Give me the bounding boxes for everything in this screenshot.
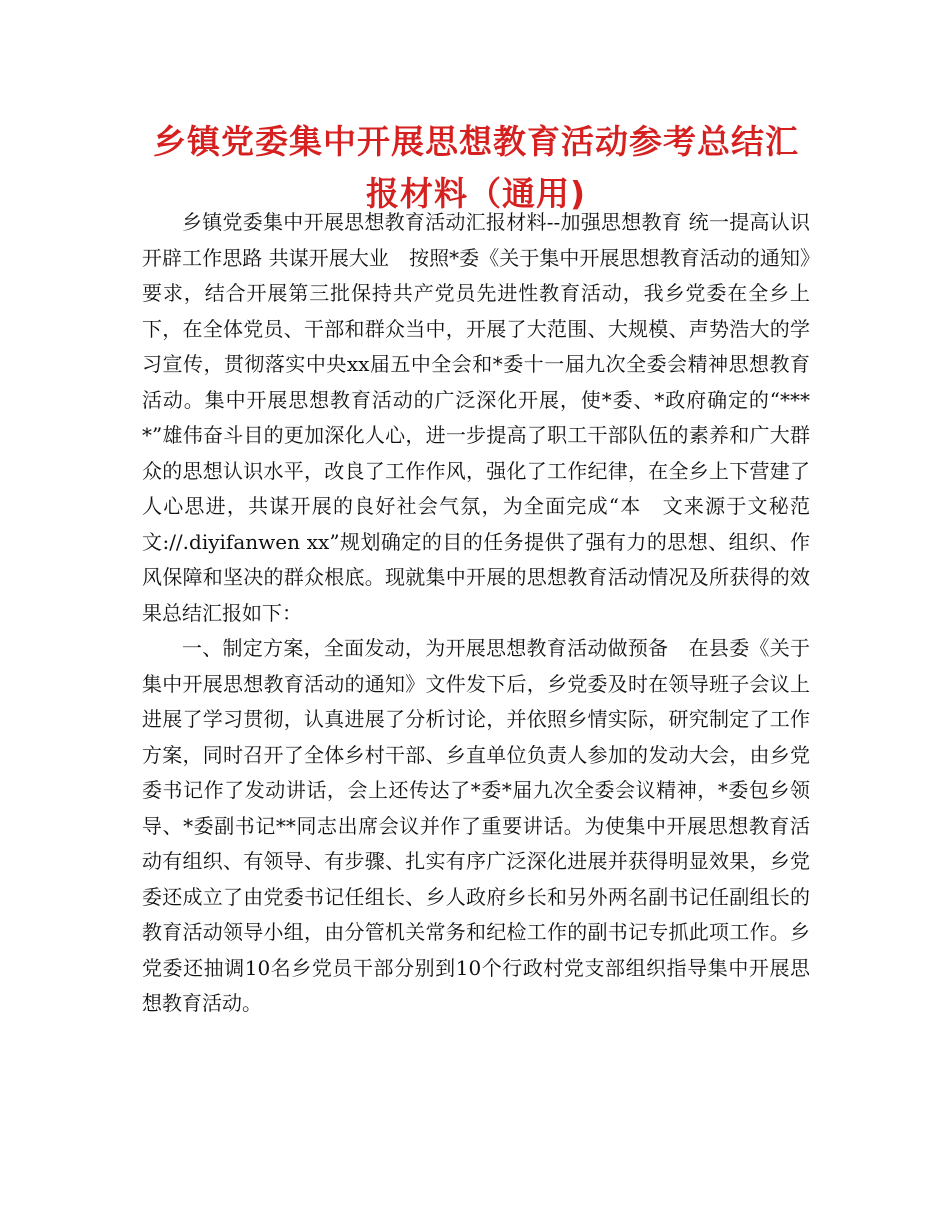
paragraph-intro: 乡镇党委集中开展思想教育活动汇报材料--加强思想教育 统一提高认识 开辟工作思路 共谋开展大业 按照*委《关于集中开展思想教育活动的通知》要求，结合开展第三批保持共产党员先进性教育活动，我乡党委在全乡上下，在全体党员、干部和群众当中，开展了大范围、大规模、声势浩大的学习宣传，贯彻落实中央xx届五中全会和*委十一届九次全委会精神思想教育活动。集中开展思想教育活动的广泛深化开展，使*委、*政府确定的“****”雄伟奋斗目的更加深化人心，进一步提高了职工干部队伍的素养和广大群众的思想认识水平，改良了工作作风，强化了工作纪律，在全乡上下营建了人心思进，共谋开展的良好社会气氛，为全面完成“本 文来源于文秘范文://.diyifanwen xx”规划确定的目的任务提供了强有力的思想、组织、作风保障和坚决的群众根底。现就集中开展的思想教育活动情况及所获得的效果总结汇报如下： — [142, 210, 810, 625]
document-body — [142, 205, 810, 1022]
paragraph-section-1: 一、制定方案，全面发动，为开展思想教育活动做预备 在县委《关于集中开展思想教育活动的通知》文件发下后，乡党委及时在领导班子会议上进展了学习贯彻，认真进展了分析讨论，并依照乡情实际，研究制定了工作方案，同时召开了全体乡村干部、乡直单位负责人参加的发动大会，由乡党委书记作了发动讲话，会上还传达了*委*届九次全委会议精神，*委包乡领导、*委副书记**同志出席会议并作了重要讲话。为使集中开展思想教育活动有组织、有领导、有步骤、扎实有序广泛深化进展并获得明显效果，乡党委还成立了由党委书记任组长、乡人政府乡长和另外两名副书记任副组长的教育活动领导小组，由分管机关常务和纪检工作的副书记专抓此项工作。乡党委还抽调10名乡党员干部分别到10个行政村党支部组织指导集中开展思想教育活动。 — [142, 636, 810, 1015]
document-title: 乡镇党委集中开展思想教育活动参考总结汇报材料（通用) — [153, 122, 799, 213]
